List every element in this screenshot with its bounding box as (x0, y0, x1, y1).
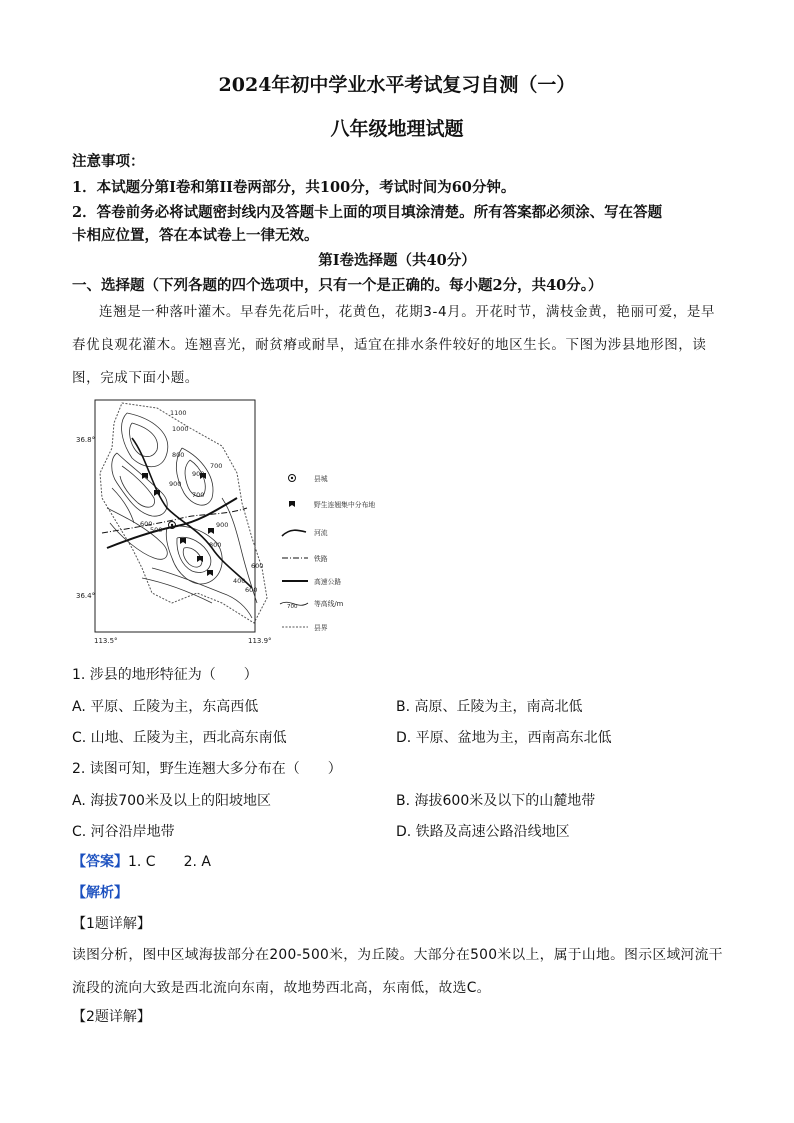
question-1-option-c[interactable]: C. 山地、丘陵为主，西北高东南低 (72, 730, 287, 746)
topographic-map (72, 398, 392, 648)
exam-subtitle: 八年级地理试题 (330, 118, 464, 140)
q2-detail-title: 【2题详解】 (72, 1009, 151, 1025)
contour-label: 600 (245, 586, 258, 594)
contour-label: 700 (210, 462, 223, 470)
note-item: 卡相应位置，答在本试卷上一律无效。 (72, 227, 319, 244)
forsythia-markers (142, 473, 214, 576)
legend-river: 河流 (314, 529, 328, 537)
legend-contour: 等高线/m (314, 600, 344, 608)
latitude-label: 36.4° (76, 592, 96, 600)
contour-label: 800 (172, 451, 185, 459)
question-2-option-d[interactable]: D. 铁路及高速公路沿线地区 (396, 824, 570, 840)
section-instruction: 一、选择题（下列各题的四个选项中，只有一个是正确的。每小题2分，共40分。） (72, 277, 603, 294)
contour-label: 500 (150, 526, 163, 534)
contour-label: 900 (169, 480, 182, 488)
q1-detail-text: 读图分析，图中区域海拔部分在200-500米，为丘陵。大部分在500米以上，属于山地。图示区域河流干流段的流向大致是西北流向东南，故地势西北高，东南低，故选C。 (72, 947, 723, 996)
notes-heading: 注意事项： (72, 153, 145, 170)
section-title: 第Ⅰ卷选择题（共40分） (318, 252, 476, 269)
answer-line (72, 851, 211, 871)
note-item: 1．本试题分第Ⅰ卷和第II卷两部分，共100分，考试时间为60分钟。 (72, 179, 516, 196)
answer-text: 1. C 2. A (128, 854, 211, 870)
river (132, 438, 252, 588)
question-1-stem: 1. 涉县的地形特征为（ ） (72, 667, 258, 683)
longitude-label: 113.5° (94, 637, 118, 645)
question-1-option-b[interactable]: B. 高原、丘陵为主，南高北低 (396, 699, 583, 715)
analysis-label: 【解析】 (72, 885, 128, 901)
question-2-option-a[interactable]: A. 海拔700米及以上的阳坡地区 (72, 793, 271, 809)
contour-label: 600 (140, 520, 153, 528)
latitude-label: 36.8° (76, 436, 96, 444)
legend-railway: 铁路 (314, 555, 328, 563)
question-2-option-b[interactable]: B. 海拔600米及以下的山麓地带 (396, 793, 596, 809)
contour-label: 900 (192, 470, 205, 478)
exam-title: 2024年初中学业水平考试复习自测（一） (218, 74, 576, 96)
question-2-stem: 2. 读图可知，野生连翘大多分布在（ ） (72, 761, 342, 777)
map-legend (280, 474, 375, 632)
contour-label: 700 (192, 491, 205, 499)
question-1-option-a[interactable]: A. 平原、丘陵为主，东高西低 (72, 699, 259, 715)
longitude-label: 113.9° (248, 637, 272, 645)
contour-label: 900 (216, 521, 229, 529)
question-2-option-c[interactable]: C. 河谷沿岸地带 (72, 824, 175, 840)
legend-forsythia: 野生连翘集中分布地 (314, 501, 376, 509)
legend-boundary: 县界 (314, 624, 328, 632)
legend-highway: 高速公路 (314, 578, 342, 586)
contour-label: 1100 (170, 409, 187, 417)
q1-detail-title: 【1题详解】 (72, 916, 151, 932)
answer-label: 【答案】 (72, 854, 128, 870)
contour-lines (107, 413, 257, 618)
question-1-option-d[interactable]: D. 平原、盆地为主，西南高东北低 (396, 730, 612, 746)
contour-label: 1000 (172, 425, 189, 433)
contour-label: 600 (251, 562, 264, 570)
contour-label: 800 (209, 541, 222, 549)
legend-contour-value: 700 (287, 604, 298, 610)
note-item: 2．答卷前务必将试题密封线内及答题卡上面的项目填涂清楚。所有答案都必须涂、写在答题 (72, 204, 663, 221)
passage-text: 连翘是一种落叶灌木。早春先花后叶，花黄色，花期3-4月。开花时节，满枝金黄，艳丽可爱，是早春优良观花灌木。连翘喜光，耐贫瘠或耐旱，适宜在排水条件较好的地区生长。下图为涉县地形图，读图，完成下面小题。 (72, 304, 716, 386)
legend-county-seat: 县城 (314, 475, 328, 483)
contour-label: 400 (233, 577, 246, 585)
